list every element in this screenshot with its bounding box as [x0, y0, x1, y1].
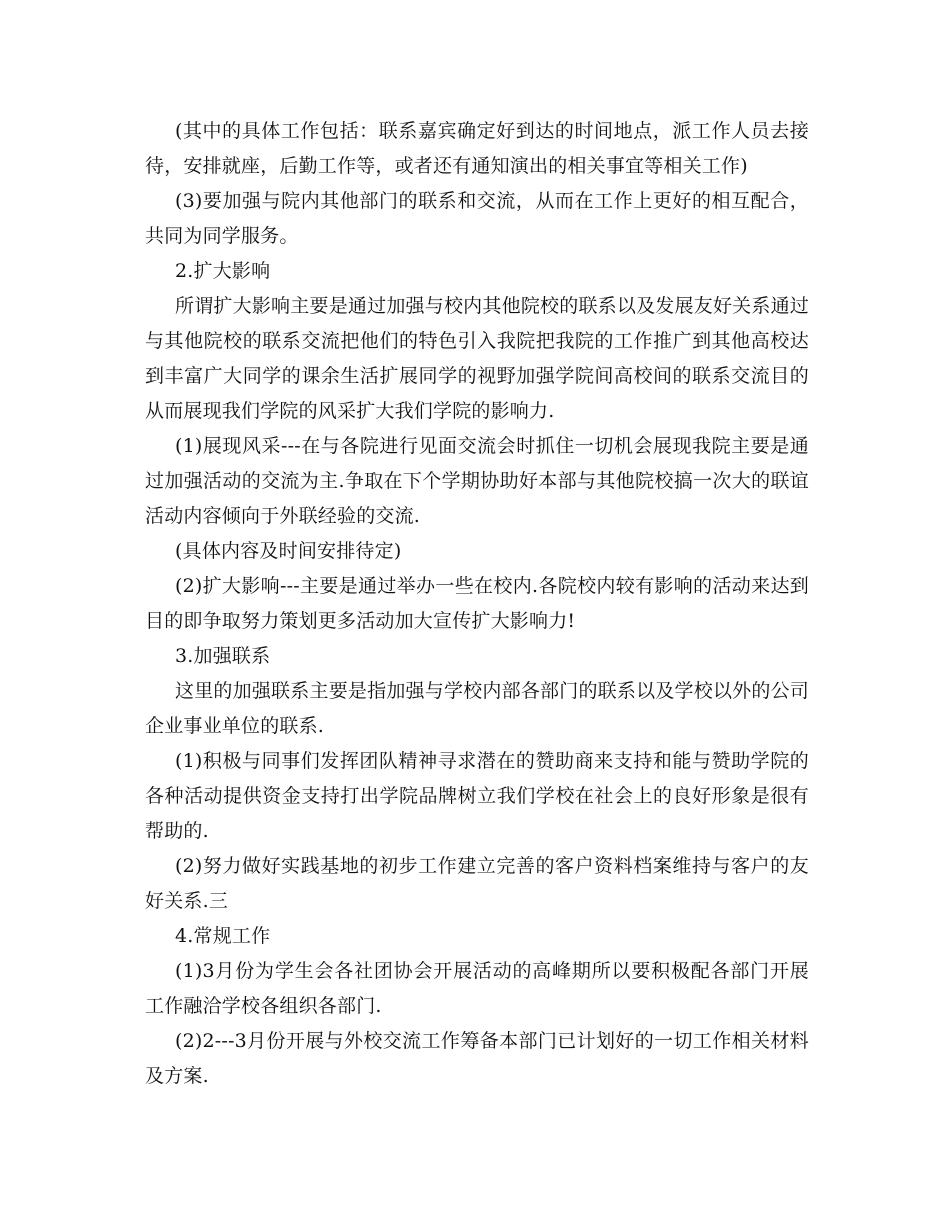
- paragraph-item-1-march: (1)3月份为学生会各社团协会开展活动的高峰期所以要积极配各部门开展工作融洽学校各组织各部门.: [145, 960, 809, 1017]
- paragraph-specific-work: (其中的具体工作包括：联系嘉宾确定好到达的时间地点，派工作人员去接待，安排就座，后勤工作等，或者还有通知演出的相关事宜等相关工作): [145, 120, 809, 177]
- paragraph-item-3-internal-contact: (3)要加强与院内其他部门的联系和交流，从而在工作上更好的相互配合，共同为同学服务。: [145, 190, 809, 247]
- paragraph-expand-influence-intro: 所谓扩大影响主要是通过加强与校内其他院校的联系以及发展友好关系通过与其他院校的联系交流把他们的特色引入我院把我院的工作推广到其他高校达到丰富广大同学的课余生活扩展同学的视野加强学院间高校间的联系交流目的从而展现我们学院的风采扩大我们学院的影响力.: [145, 295, 809, 422]
- paragraph-schedule-tbd: (具体内容及时间安排待定): [175, 540, 402, 562]
- section-heading-routine-work: 4.常规工作: [175, 925, 271, 947]
- paragraph-strengthen-contact-intro: 这里的加强联系主要是指加强与学校内部各部门的联系以及学校以外的公司企业事业单位的联系.: [145, 680, 809, 737]
- document-body: [145, 114, 809, 1094]
- paragraph-item-1-sponsors: (1)积极与同事们发挥团队精神寻求潜在的赞助商来支持和能与赞助学院的各种活动提供资金支持打出学院品牌树立我们学校在社会上的良好形象是很有帮助的.: [145, 750, 809, 842]
- paragraph-item-1-show-style: (1)展现风采---在与各院进行见面交流会时抓住一切机会展现我院主要是通过加强活动的交流为主.争取在下个学期协助好本部与其他院校搞一次大的联谊活动内容倾向于外联经验的交流.: [145, 435, 809, 527]
- paragraph-item-2-feb-march: (2)2---3月份开展与外校交流工作筹备本部门已计划好的一切工作相关材料及方案.: [145, 1030, 809, 1087]
- paragraph-item-2-expand-influence: (2)扩大影响---主要是通过举办一些在校内.各院校内较有影响的活动来达到目的即争取努力策划更多活动加大宣传扩大影响力!: [145, 575, 809, 632]
- section-heading-expand-influence: 2.扩大影响: [175, 260, 271, 282]
- paragraph-item-2-practice-base: (2)努力做好实践基地的初步工作建立完善的客户资料档案维持与客户的友好关系.三: [145, 855, 809, 912]
- section-heading-strengthen-contact: 3.加强联系: [175, 645, 271, 667]
